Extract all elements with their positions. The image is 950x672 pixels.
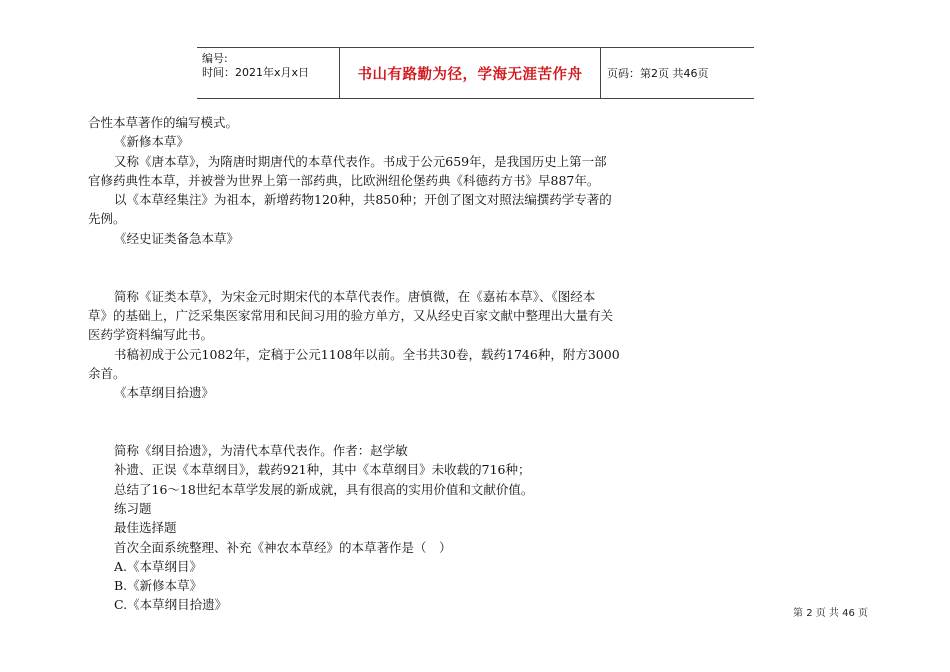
text-line: 官修药典性本草，并被誉为世界上第一部药典，比欧洲纽伦堡药典《科德药方书》早887年。 (88, 172, 600, 188)
header-meta (197, 48, 340, 98)
header-motto: 书山有路勤为径，学海无涯苦作舟 (340, 48, 601, 98)
text-line: 草》的基础上，广泛采集医家常用和民间习用的验方单方，又从经史百家文献中整理出大量有关 (88, 307, 614, 323)
section-heading: 《经史证类备急本草》 (114, 230, 240, 246)
question-type: 最佳选择题 (114, 520, 177, 536)
time-label: 时间：2021年x月x日 (202, 66, 310, 79)
text-line: 总结了16～18世纪本草学发展的新成就，具有很高的实用价值和文献价值。 (114, 481, 534, 497)
text-line: 合性本草著作的编写模式。 (88, 115, 239, 130)
text-line: 又称《唐本草》，为隋唐时期唐代的本草代表作。书成于公元659年，是我国历史上第一部 (114, 153, 607, 169)
text-line: 医药学资料编写此书。 (88, 327, 214, 343)
section-heading: 《本草纲目拾遗》 (114, 385, 215, 401)
number-label: 编号: (202, 52, 228, 65)
exercise-heading: 练习题 (114, 500, 152, 516)
text-line: 书稿初成于公元1082年，定稿于公元1108年以前。全书共30卷，载药1746种，附方3000 (114, 346, 620, 362)
text-line: 先例。 (88, 211, 126, 227)
option-a: A.《本草纲目》 (114, 558, 203, 574)
document-body (88, 113, 668, 615)
option-c: C.《本草纲目拾遗》 (114, 597, 228, 613)
text-line: 以《本草经集注》为祖本，新增药物120种，共850种；开创了图文对照法编撰药学专著的 (114, 192, 612, 208)
section-heading: 《新修本草》 (114, 134, 190, 150)
page-header (197, 47, 754, 99)
option-b: B.《新修本草》 (114, 578, 203, 594)
text-line: 补遗、正误《本草纲目》，载药921种，其中《本草纲目》未收载的716种； (114, 462, 531, 478)
text-line: 简称《纲目拾遗》，为清代本草代表作。作者：赵学敏 (114, 443, 408, 459)
text-line: 简称《证类本草》，为宋金元时期宋代的本草代表作。唐慎微，在《嘉祐本草》、《图经本 (114, 288, 596, 304)
page-footer: 第 2 页 共 46 页 (793, 608, 868, 619)
question-text: 首次全面系统整理、补充《神农本草经》的本草著作是（ ） (114, 539, 452, 555)
text-line: 余首。 (88, 365, 126, 381)
header-page-number: 页码：第2页 共46页 (607, 67, 709, 80)
